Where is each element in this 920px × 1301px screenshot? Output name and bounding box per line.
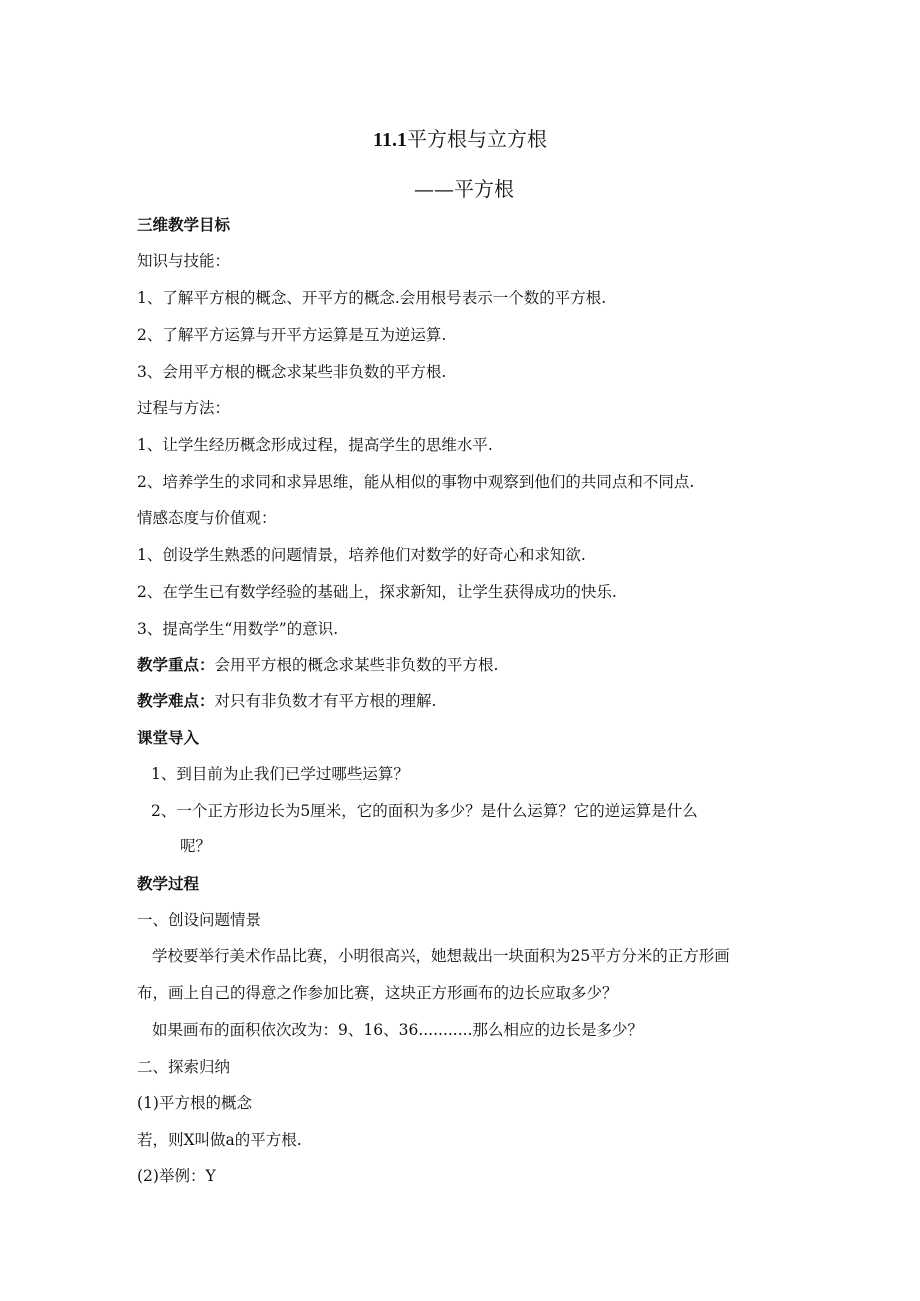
knowledge-item-2: 2、了解平方运算与开平方运算是互为逆运算. <box>137 326 447 344</box>
section-2-definition: 若，则X叫做a的平方根. <box>137 1131 302 1149</box>
key-point <box>137 655 498 675</box>
process-heading: 教学过程 <box>137 874 200 893</box>
section-1-paragraph-1-cont: 布，画上自己的得意之作参加比赛，这块正方形画布的边长应取多少？ <box>137 984 618 1002</box>
section-1-paragraph-2: 如果画布的面积依次改为：9、16、36...........那么相应的边长是多少？ <box>152 1021 644 1039</box>
difficult-point <box>137 691 436 711</box>
difficult-point-text: 对只有非负数才有平方根的理解. <box>214 692 437 710</box>
section-2-example: (2)举例：Y <box>137 1167 216 1185</box>
title-number: 11.1 <box>373 129 407 151</box>
key-point-label: 教学重点： <box>137 655 215 674</box>
intro-question-1: 1、到目前为止我们已学过哪些运算？ <box>151 765 409 783</box>
difficult-point-label: 教学难点： <box>137 691 215 710</box>
knowledge-item-1: 1、了解平方根的概念、开平方的概念.会用根号表示一个数的平方根. <box>137 289 607 307</box>
process-item-2: 2、培养学生的求同和求异思维，能从相似的事物中观察到他们的共同点和不同点. <box>137 473 695 491</box>
page-subtitle: ——平方根 <box>414 177 514 201</box>
section-2-title: 二、探索归纳 <box>137 1058 231 1076</box>
emotion-label: 情感态度与价值观： <box>137 509 277 527</box>
process-label: 过程与方法： <box>137 399 231 417</box>
section-1-paragraph-1: 学校要举行美术作品比赛，小明很高兴，她想裁出一块面积为25平方分米的正方形画 <box>152 947 730 965</box>
knowledge-item-3: 3、会用平方根的概念求某些非负数的平方根. <box>137 363 447 381</box>
heading-goals: 三维教学目标 <box>137 215 231 234</box>
key-point-text: 会用平方根的概念求某些非负数的平方根. <box>214 656 499 674</box>
knowledge-label: 知识与技能： <box>137 252 231 270</box>
intro-heading: 课堂导入 <box>137 728 200 747</box>
emotion-item-1: 1、创设学生熟悉的问题情景，培养他们对数学的好奇心和求知欲. <box>137 546 586 564</box>
intro-question-2: 2、一个正方形边长为5厘米，它的面积为多少？是什么运算？它的逆运算是什么 <box>151 802 698 820</box>
page-title <box>0 126 920 153</box>
emotion-item-2: 2、在学生已有数学经验的基础上，探求新知，让学生获得成功的快乐. <box>137 583 617 601</box>
intro-question-2-cont: 呢？ <box>180 837 212 855</box>
process-item-1: 1、让学生经历概念形成过程，提高学生的思维水平. <box>137 436 493 454</box>
section-1-title: 一、创设问题情景 <box>137 911 262 929</box>
emotion-item-3: 3、提高学生“用数学”的意识. <box>137 620 339 638</box>
section-2-concept: (1)平方根的概念 <box>137 1094 252 1112</box>
title-text: 平方根与立方根 <box>406 127 547 151</box>
